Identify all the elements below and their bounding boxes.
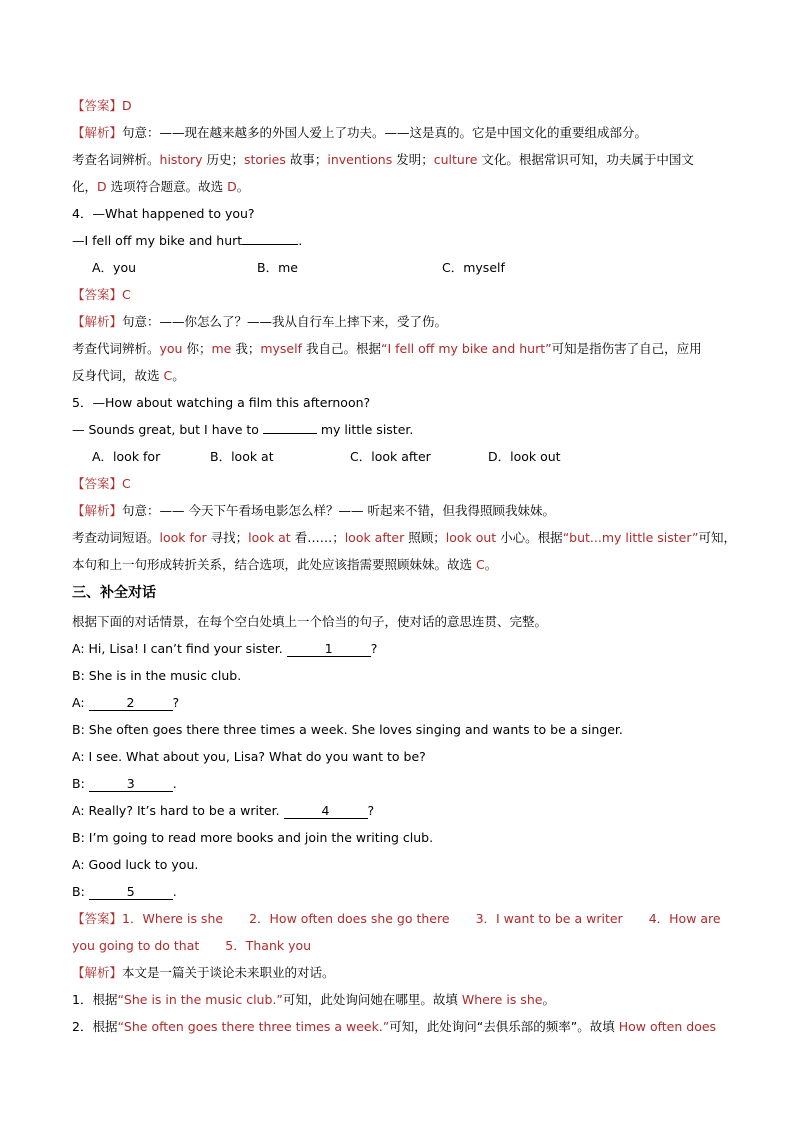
keyword: Where is she [461, 992, 543, 1007]
answer-item: you going to do that [72, 938, 200, 953]
q5-analysis-line [72, 497, 737, 524]
question-text: — Sounds great, but I have to [72, 422, 259, 437]
section3-analysis-line [72, 959, 737, 986]
analysis-text: 可知， [698, 530, 737, 545]
answer-item: 5．Thank you [225, 938, 312, 953]
gloss: 看……； [290, 530, 345, 545]
answer-tag: 【答案】 [72, 287, 123, 302]
q5-analysis-line-3 [72, 551, 737, 578]
option-a[interactable]: A．look for [92, 449, 161, 464]
section-title: 三、补全对话 [72, 585, 156, 601]
gloss: 历史； [202, 152, 244, 167]
keyword: inventions [327, 152, 393, 167]
dialogue-line-5: A: I see. What about you, Lisa? What do you want to be? [72, 749, 426, 764]
analysis-text: 。 [236, 179, 250, 194]
gloss: 你； [182, 341, 212, 356]
answer-value: C [122, 287, 131, 302]
q5-answer-line [72, 470, 737, 497]
section3-answer-line [72, 905, 737, 932]
answer-tag: 【答案】 [72, 911, 123, 926]
dialogue-text: A: [72, 695, 85, 710]
question-text: my little sister. [320, 422, 414, 437]
keyword: D [97, 179, 107, 194]
dialogue-text: ? [367, 803, 375, 818]
answer-item: 1．Where is she [122, 911, 224, 926]
q3-analysis-line [72, 119, 737, 146]
analysis-text: 可知，此处询问“去俱乐部的频率”。故填 [389, 1019, 619, 1034]
gloss: 发明； [392, 152, 434, 167]
analysis-text: 考查代词辨析。 [72, 341, 160, 356]
analysis-text: 选项符合题意。故选 [106, 179, 228, 194]
gloss: 文化。根据常识可知，功夫属于中国文 [477, 152, 694, 167]
dialogue-blank-3[interactable]: 3 [89, 777, 173, 792]
option-c[interactable]: C．myself [442, 260, 505, 275]
quote: “but...my little sister” [562, 530, 699, 545]
q3-analysis-line-2 [72, 146, 737, 173]
gloss: 故事； [285, 152, 328, 167]
q3-answer-line [72, 92, 737, 119]
analysis-text: 可知，此处询问她在哪里。故填 [282, 992, 462, 1007]
analysis-text: 1．根据 [72, 992, 118, 1007]
keyword: you [159, 341, 183, 356]
gloss: 小心。根据 [496, 530, 563, 545]
keyword: look out [445, 530, 497, 545]
option-b[interactable]: B．look at [210, 449, 274, 464]
dialogue-text: . [172, 776, 177, 791]
dialogue-text: ? [370, 641, 378, 656]
q3-analysis-line-3 [72, 173, 737, 200]
dialogue-line-8: B: I’m going to read more books and join the writing club. [72, 830, 434, 845]
analysis-text: 本句和上一句形成转折关系，结合选项，此处应该指需要照顾妹妹。故选 [72, 557, 476, 572]
gloss: 寻找； [206, 530, 249, 545]
analysis-text: 化， [72, 179, 98, 194]
analysis-text: 反身代词，故选 [72, 368, 164, 383]
analysis-tag: 【解析】 [72, 125, 123, 140]
analysis-text: 。 [542, 992, 555, 1007]
keyword: How often does [618, 1019, 717, 1034]
analysis-text: 句意：—— 今天下午看场电影怎么样？—— 听起来不错，但我得照顾我妹妹。 [122, 503, 555, 518]
keyword: look after [344, 530, 405, 545]
dialogue-line-7 [72, 797, 737, 824]
gloss: 我； [231, 341, 261, 356]
q4-line-2 [72, 227, 737, 254]
option-c[interactable]: C．look after [350, 449, 431, 464]
keyword: D [227, 179, 237, 194]
answer-blank[interactable] [263, 433, 317, 434]
keyword: look for [159, 530, 207, 545]
dialogue-line-1 [72, 635, 737, 662]
dialogue-line-9: A: Good luck to you. [72, 857, 199, 872]
option-b[interactable]: B．me [257, 260, 298, 275]
analysis-tag: 【解析】 [72, 314, 123, 329]
answer-tag: 【答案】 [72, 476, 123, 491]
analysis-text: 。 [484, 557, 498, 572]
document-page [72, 92, 737, 1040]
analysis-text: 考查名词辨析。 [72, 152, 160, 167]
q5-options [72, 443, 737, 470]
analysis-text: 可知是指伤害了自己，应用 [551, 341, 702, 356]
dialogue-line-4: B: She often goes there three times a week. She loves singing and wants to be a singer. [72, 722, 623, 737]
section3-analysis-1 [72, 986, 737, 1013]
keyword: C [163, 368, 173, 383]
keyword: C [475, 557, 485, 572]
q4-answer-line [72, 281, 737, 308]
analysis-tag: 【解析】 [72, 965, 123, 980]
answer-blank[interactable] [242, 244, 298, 245]
q4-stem: 4．—What happened to you? [72, 206, 255, 221]
analysis-tag: 【解析】 [72, 503, 123, 518]
quote: “She often goes there three times a week.” [117, 1019, 390, 1034]
option-a[interactable]: A．you [92, 260, 137, 275]
q4-analysis-line [72, 308, 737, 335]
answer-item: 4．How are [648, 911, 721, 926]
q4-analysis-line-3 [72, 362, 737, 389]
keyword: myself [260, 341, 302, 356]
analysis-text: 考查动词短语。 [72, 530, 160, 545]
dialogue-line-6 [72, 770, 737, 797]
answer-value: C [122, 476, 131, 491]
q4-analysis-line-2 [72, 335, 737, 362]
dialogue-text: B: [72, 776, 85, 791]
dialogue-line-2: B: She is in the music club. [72, 668, 242, 683]
dialogue-text: B: [72, 884, 85, 899]
dialogue-line-3 [72, 689, 737, 716]
analysis-text: 。 [172, 368, 185, 383]
keyword: stories [244, 152, 286, 167]
dialogue-text: A: Hi, Lisa! I can’t find your sister. [72, 641, 283, 656]
section-instruction: 根据下面的对话情景，在每个空白处填上一个恰当的句子，使对话的意思连贯、完整。 [72, 614, 548, 629]
keyword: me [211, 341, 232, 356]
q5-stem: 5．—How about watching a film this afternoon? [72, 395, 371, 410]
dialogue-blank-4[interactable]: 4 [284, 804, 368, 819]
dialogue-blank-5[interactable]: 5 [89, 885, 173, 900]
dialogue-text: ? [172, 695, 180, 710]
q4-options [72, 254, 737, 281]
quote: “She is in the music club.” [117, 992, 283, 1007]
quote: “I fell off my bike and hurt” [380, 341, 552, 356]
answer-item: 2．How often does she go there [249, 911, 450, 926]
question-text: . [298, 233, 303, 248]
gloss: 我自己。根据 [301, 341, 381, 356]
dialogue-blank-1[interactable]: 1 [287, 642, 371, 657]
option-d[interactable]: D．look out [488, 449, 561, 464]
q5-analysis-line-2 [72, 524, 737, 551]
analysis-text: 2．根据 [72, 1019, 118, 1034]
dialogue-text: . [172, 884, 177, 899]
dialogue-blank-2[interactable]: 2 [89, 696, 173, 711]
analysis-text: 本文是一篇关于谈论未来职业的对话。 [122, 965, 335, 980]
dialogue-text: A: Really? It’s hard to be a writer. [72, 803, 280, 818]
q5-line-2 [72, 416, 737, 443]
keyword: culture [433, 152, 478, 167]
analysis-text: 句意：——你怎么了？——我从自行车上摔下来，受了伤。 [122, 314, 448, 329]
dialogue-line-10 [72, 878, 737, 905]
keyword: look at [248, 530, 291, 545]
answer-tag: 【答案】 [72, 98, 123, 113]
section3-analysis-2 [72, 1013, 737, 1040]
answer-item: 3．I want to be a writer [475, 911, 623, 926]
answer-value: D [122, 98, 132, 113]
section3-answer-line-2 [72, 932, 737, 959]
question-text: —I fell off my bike and hurt [72, 233, 243, 248]
keyword: history [159, 152, 203, 167]
gloss: 照顾； [404, 530, 446, 545]
analysis-text: 句意：——现在越来越多的外国人爱上了功夫。——这是真的。它是中国文化的重要组成部分。 [122, 125, 648, 140]
